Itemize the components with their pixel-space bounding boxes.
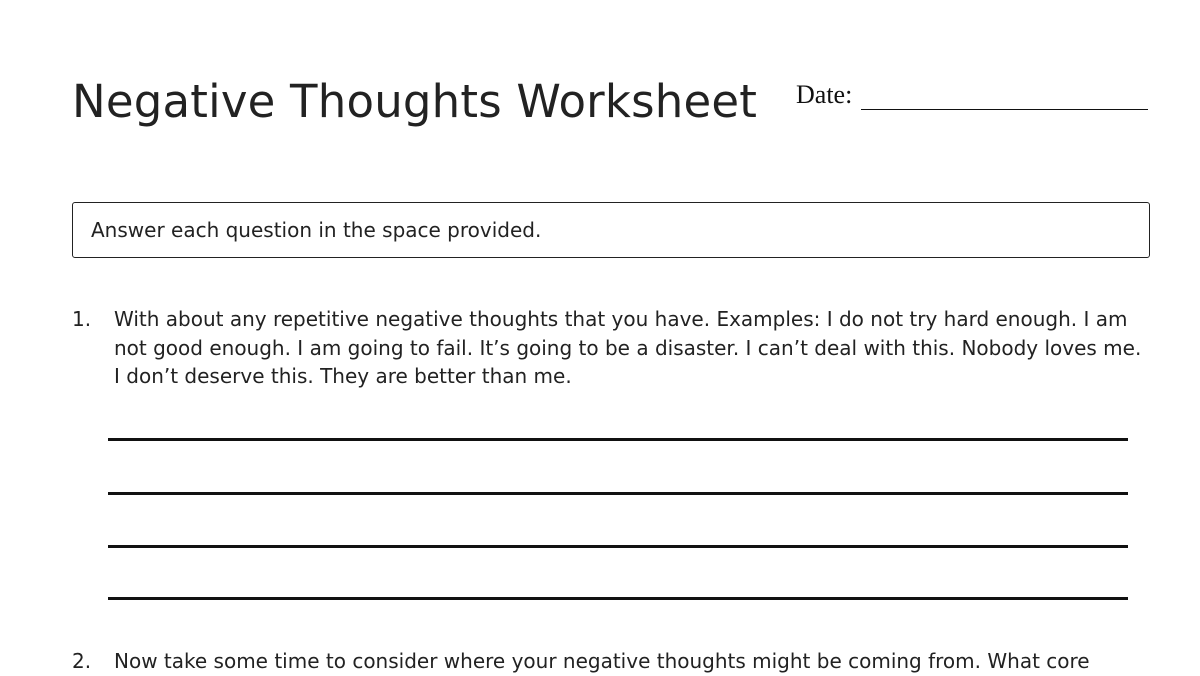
instructions-text: Answer each question in the space provided. [91, 218, 542, 242]
date-field[interactable] [796, 78, 1148, 112]
answer-line-1[interactable] [108, 438, 1128, 441]
question-number: 2. [72, 649, 92, 673]
date-blank-line[interactable] [861, 109, 1148, 110]
answer-line-4[interactable] [108, 597, 1128, 600]
question-number: 1. [72, 307, 92, 331]
question-text: Now take some time to consider where your negative thoughts might be coming from. What core [114, 649, 1090, 673]
question-text: With about any repetitive negative thoughts that you have. Examples: I do not try hard enough. I am not good enough. I am going to fail. It’s going to be a disaster. I can’t deal with this. Nobody loves me. I don’t deserve this. They are better than me. [114, 307, 1142, 388]
date-label: Date: [796, 80, 853, 109]
instructions-box [72, 202, 1150, 258]
page-title: Negative Thoughts Worksheet [72, 75, 758, 128]
answer-line-2[interactable] [108, 492, 1128, 495]
question-1 [72, 305, 1150, 391]
question-2 [72, 647, 1150, 676]
answer-line-3[interactable] [108, 545, 1128, 548]
